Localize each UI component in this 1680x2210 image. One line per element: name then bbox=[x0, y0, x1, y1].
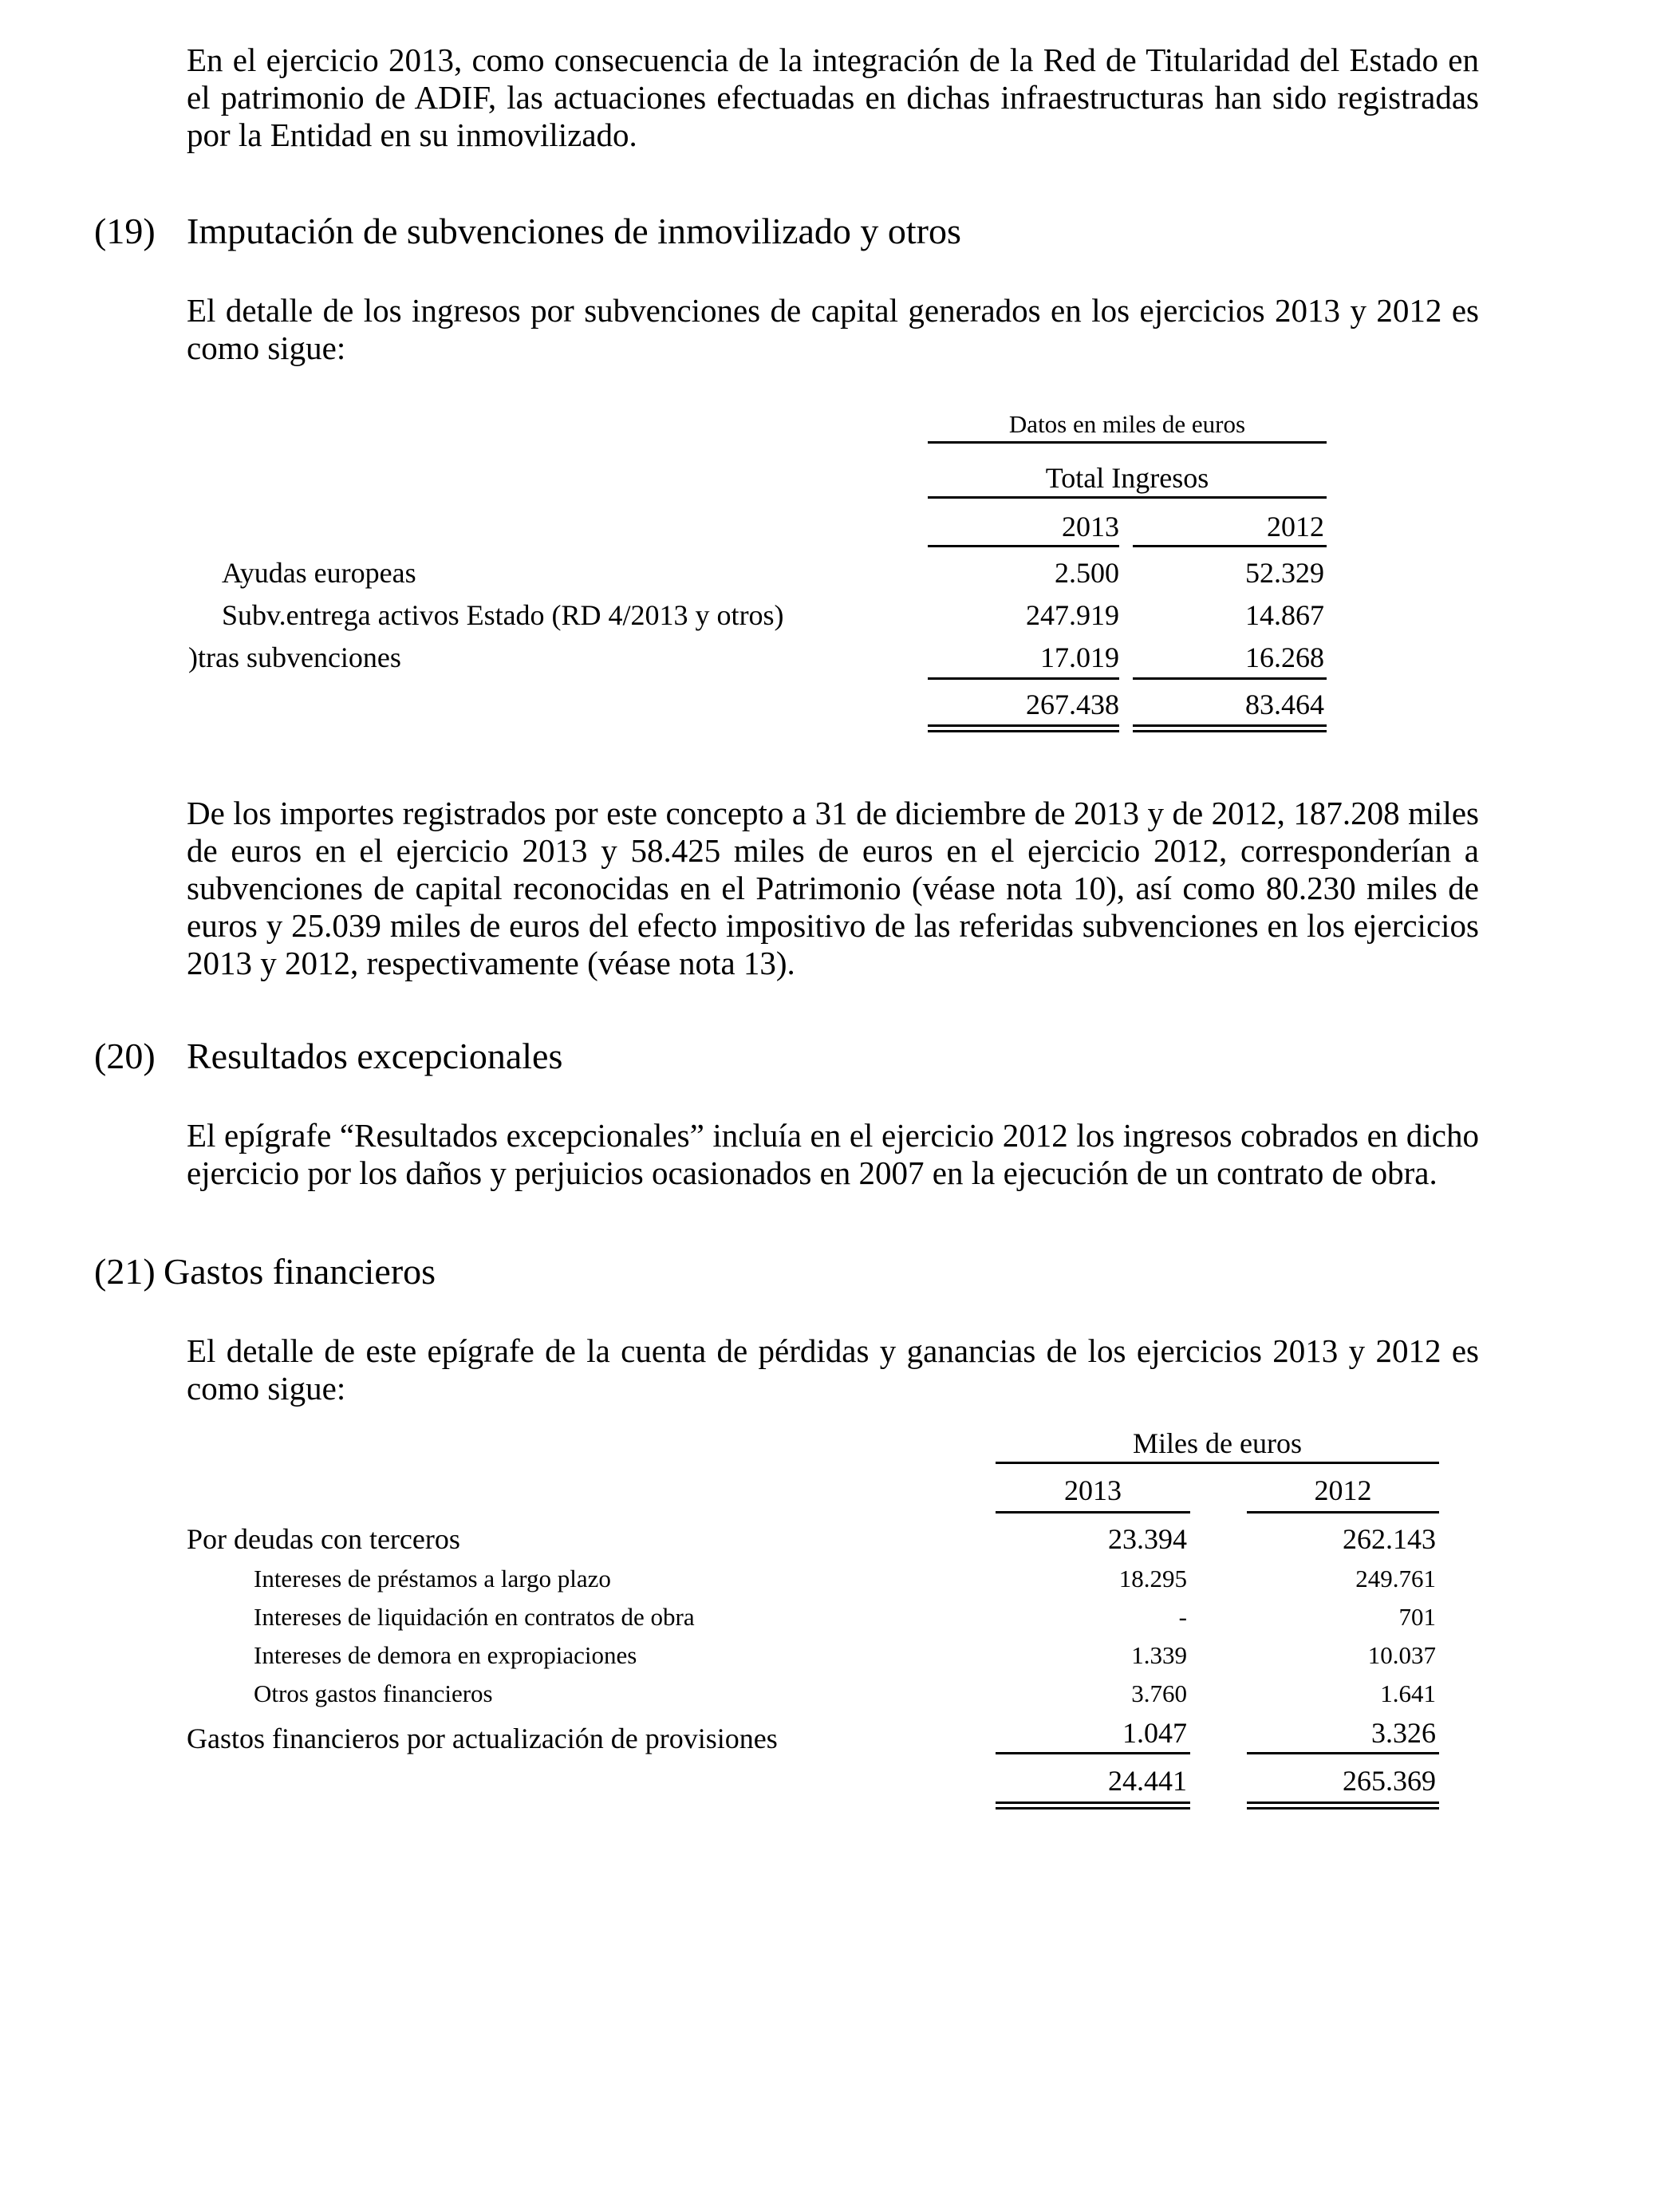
divider bbox=[928, 545, 1119, 547]
row-label: Subv.entrega activos Estado (RD 4/2013 y otros) bbox=[222, 599, 784, 631]
total-value-2013: 267.438 bbox=[1026, 689, 1119, 720]
section-21-title: Gastos financieros bbox=[164, 1251, 436, 1292]
row-value-2013: 1.047 bbox=[1122, 1717, 1187, 1749]
row-value-2013: - bbox=[1178, 1603, 1187, 1631]
row-value-2012: 3.326 bbox=[1371, 1717, 1436, 1749]
double-underline bbox=[1247, 1802, 1439, 1809]
row-label: Otros gastos financieros bbox=[254, 1679, 493, 1707]
divider bbox=[1247, 1752, 1439, 1754]
section-19-number: (19) bbox=[94, 211, 156, 251]
row-label: Gastos financieros por actualización de provisiones bbox=[187, 1723, 778, 1754]
subsidies-col-2013: 2013 bbox=[1062, 511, 1119, 543]
row-label: Intereses de liquidación en contratos de obra bbox=[254, 1603, 695, 1631]
total-value-2012: 83.464 bbox=[1245, 689, 1324, 720]
row-label: Ayudas europeas bbox=[222, 557, 416, 589]
section-19-intro: El detalle de los ingresos por subvenciones de capital generados en los ejercicios 2013 y 2012 es como sigue: bbox=[187, 292, 1479, 366]
divider bbox=[1133, 677, 1327, 680]
divider bbox=[996, 1752, 1190, 1754]
divider bbox=[996, 1511, 1190, 1513]
financial-table-units: Miles de euros bbox=[1133, 1427, 1302, 1459]
divider bbox=[1247, 1511, 1439, 1513]
total-value-2013: 24.441 bbox=[1108, 1765, 1187, 1797]
row-value-2013: 247.919 bbox=[1026, 599, 1119, 631]
row-label: )tras subvenciones bbox=[188, 641, 401, 673]
financial-col-2013: 2013 bbox=[1064, 1474, 1122, 1506]
row-value-2013: 2.500 bbox=[1055, 557, 1119, 589]
row-value-2012: 52.329 bbox=[1245, 557, 1324, 589]
section-19-notes: De los importes registrados por este concepto a 31 de diciembre de 2013 y de 2012, 187.208 miles de euros en el ejercicio 2013 y 58.425 miles de euros en el ejercicio 2012, corresponderían a subvenciones de capital reconocidas en el Patrimonio (véase nota 10), así como 80.230 miles de euros y 25.039 miles de euros del efecto impositivo de las referidas subvenciones en los ejercicios 2013 y 2012, respectivamente (véase nota 13). bbox=[187, 795, 1479, 981]
intro-paragraph: En el ejercicio 2013, como consecuencia de la integración de la Red de Titularidad del Estado en el patrimonio de ADIF, las actuaciones efectuadas en dichas infraestructuras han sido registradas por la Entidad en su inmovilizado. bbox=[187, 41, 1479, 153]
double-underline bbox=[928, 724, 1119, 732]
row-value-2012: 249.761 bbox=[1355, 1565, 1436, 1592]
row-value-2012: 16.268 bbox=[1245, 641, 1324, 673]
row-value-2013: 1.339 bbox=[1131, 1641, 1187, 1669]
section-21-number: (21) bbox=[94, 1251, 156, 1292]
row-value-2012: 10.037 bbox=[1367, 1641, 1436, 1669]
row-value-2012: 701 bbox=[1398, 1603, 1436, 1631]
divider bbox=[1133, 545, 1327, 547]
subsidies-col-2012: 2012 bbox=[1267, 511, 1324, 543]
section-20-number: (20) bbox=[94, 1036, 156, 1076]
row-value-2013: 23.394 bbox=[1108, 1523, 1187, 1555]
row-value-2013: 3.760 bbox=[1131, 1679, 1187, 1707]
section-20-title: Resultados excepcionales bbox=[187, 1036, 563, 1076]
subsidies-table-group-header: Total Ingresos bbox=[1045, 462, 1209, 494]
divider bbox=[928, 496, 1327, 499]
row-value-2013: 18.295 bbox=[1118, 1565, 1187, 1592]
row-value-2013: 17.019 bbox=[1040, 641, 1119, 673]
row-label: Por deudas con terceros bbox=[187, 1523, 460, 1555]
divider bbox=[996, 1462, 1439, 1464]
financial-col-2012: 2012 bbox=[1314, 1474, 1372, 1506]
row-value-2012: 14.867 bbox=[1245, 599, 1324, 631]
row-label: Intereses de demora en expropiaciones bbox=[254, 1641, 637, 1669]
total-value-2012: 265.369 bbox=[1343, 1765, 1436, 1797]
row-label: Intereses de préstamos a largo plazo bbox=[254, 1565, 611, 1592]
section-20-text: El epígrafe “Resultados excepcionales” incluía en el ejercicio 2012 los ingresos cobrados en dicho ejercicio por los daños y perjuicios ocasionados en 2007 en la ejecución de un contrato de obra. bbox=[187, 1117, 1479, 1191]
row-value-2012: 1.641 bbox=[1380, 1679, 1436, 1707]
double-underline bbox=[996, 1802, 1190, 1809]
double-underline bbox=[1133, 724, 1327, 732]
divider bbox=[928, 441, 1327, 444]
section-19-title: Imputación de subvenciones de inmovilizado y otros bbox=[187, 211, 961, 251]
section-21-intro: El detalle de este epígrafe de la cuenta de pérdidas y ganancias de los ejercicios 2013 y 2012 es como sigue: bbox=[187, 1332, 1479, 1407]
subsidies-table-units: Datos en miles de euros bbox=[1008, 410, 1246, 438]
row-value-2012: 262.143 bbox=[1343, 1523, 1436, 1555]
divider bbox=[928, 677, 1119, 680]
